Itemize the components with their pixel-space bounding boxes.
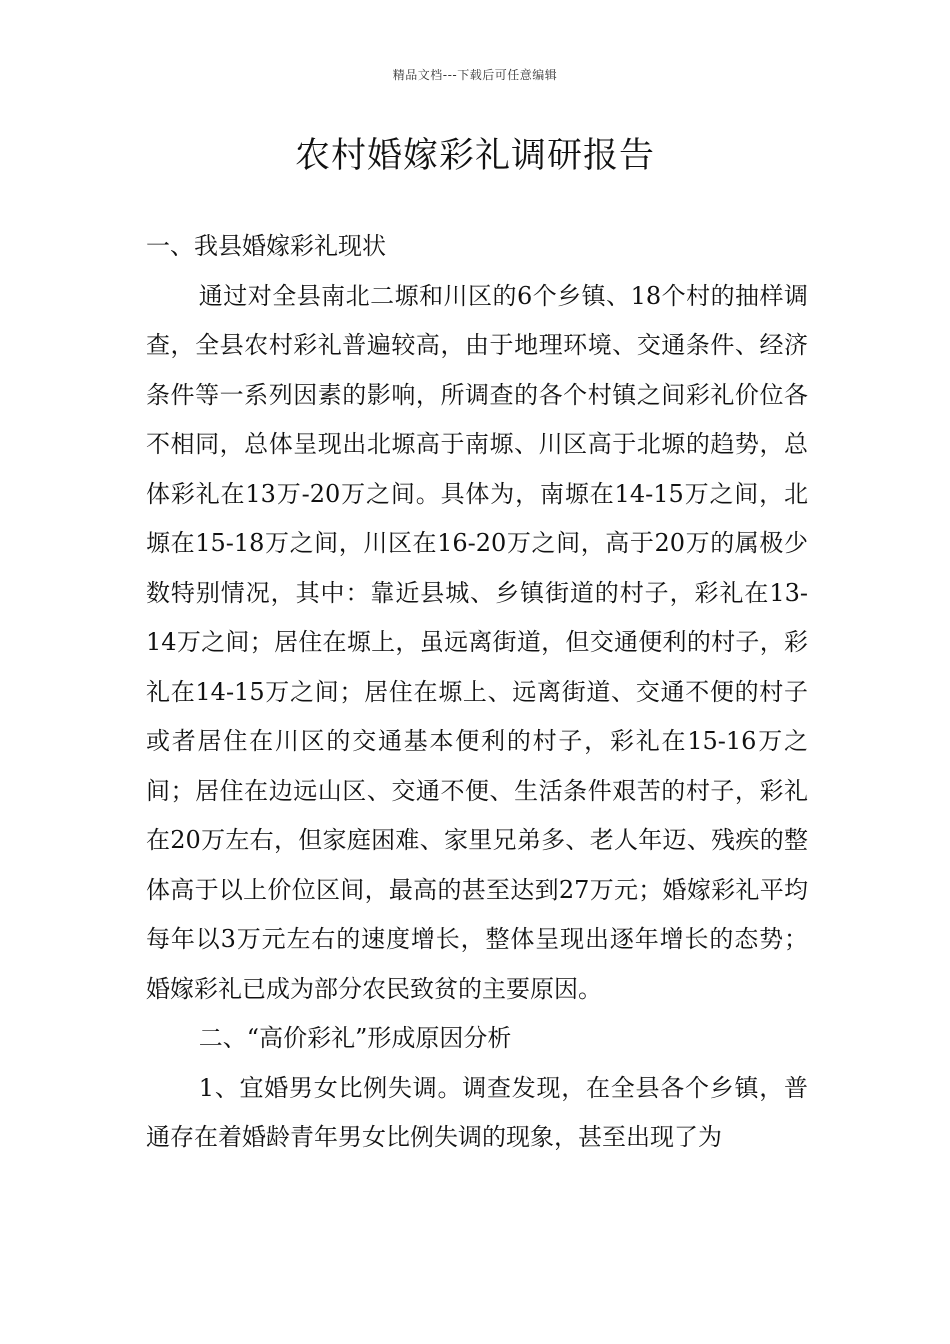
document-title: 农村婚嫁彩礼调研报告: [294, 136, 655, 176]
paragraph-causes: 1、宜婚男女比例失调。调查发现，在全县各个乡镇，普通存在着婚龄青年男女比例失调的现象，甚至出现了为: [146, 1073, 808, 1151]
section-heading-1: 一、我县婚嫁彩礼现状: [146, 232, 386, 260]
section-heading-2: 二、“高价彩礼”形成原因分析: [198, 1024, 512, 1052]
document-body: [146, 222, 808, 1163]
paragraph-status: 通过对全县南北二塬和川区的6个乡镇、18个村的抽样调查，全县农村彩礼普遍较高，由于地理环境、交通条件、经济条件等一系列因素的影响，所调查的各个村镇之间彩礼价位各不相同，总体呈现出北塬高于南塬、川区高于北塬的趋势，总体彩礼在13万-20万之间。具体为，南塬在14-15万之间，北塬在15-18万之间，川区在16-20万之间，高于20万的属极少数特别情况，其中：靠近县城、乡镇街道的村子，彩礼在13-14万之间；居住在塬上，虽远离街道，但交通便利的村子，彩礼在14-15万之间；居住在塬上、远离街道、交通不便的村子或者居住在川区的交通基本便利的村子，彩礼在15-16万之间；居住在边远山区、交通不便、生活条件艰苦的村子，彩礼在20万左右，但家庭困难、家里兄弟多、老人年迈、残疾的整体高于以上价位区间，最高的甚至达到27万元；婚嫁彩礼平均每年以3万元左右的速度增长，整体呈现出逐年增长的态势；婚嫁彩礼已成为部分农民致贫的主要原因。: [146, 281, 808, 1003]
page-header: 精品文档---下载后可任意编辑: [392, 68, 558, 82]
